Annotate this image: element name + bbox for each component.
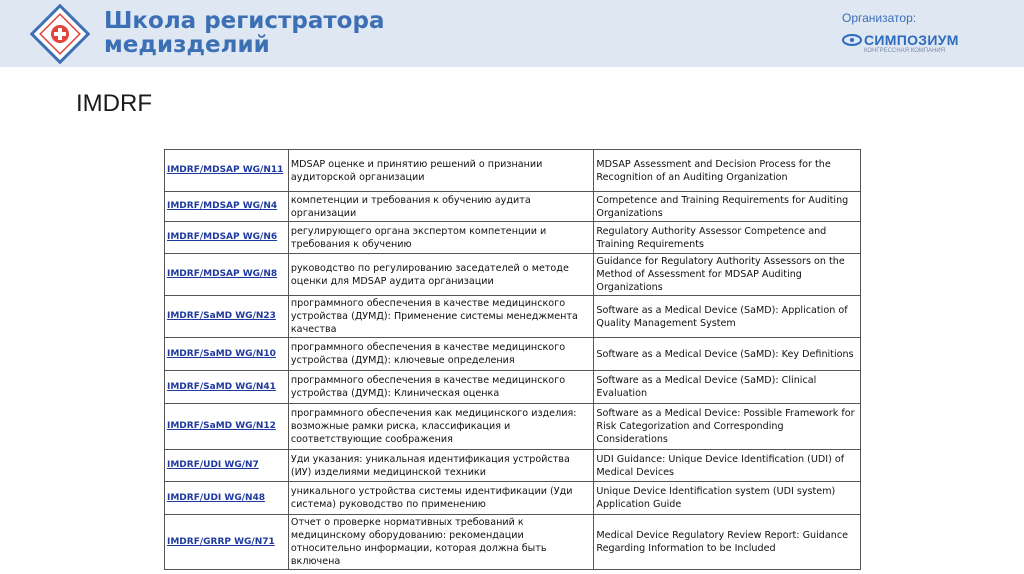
document-code-link[interactable]: IMDRF/GRRP WG/N71 bbox=[165, 515, 289, 570]
table-row bbox=[165, 450, 861, 482]
document-title-ru: уникального устройства системы идентификации (Уди система) руководство по применению bbox=[288, 482, 594, 515]
table-row bbox=[165, 254, 861, 296]
document-title-ru: компетенции и требования к обучению аудита организации bbox=[288, 192, 594, 222]
document-code-link[interactable]: IMDRF/MDSAP WG/N4 bbox=[165, 192, 289, 222]
table-row bbox=[165, 150, 861, 192]
brand-title bbox=[104, 9, 384, 57]
organizer-label: Организатор: bbox=[842, 11, 917, 25]
documents-table bbox=[164, 149, 861, 570]
document-title-en: Software as a Medical Device (SaMD): Key Definitions bbox=[594, 338, 861, 371]
document-code-link[interactable]: IMDRF/MDSAP WG/N11 bbox=[165, 150, 289, 192]
document-title-ru: регулирующего органа экспертом компетенции и требования к обучению bbox=[288, 222, 594, 254]
table-row bbox=[165, 404, 861, 450]
document-title-en: Software as a Medical Device: Possible Framework for Risk Categorization and Corresponding Considerations bbox=[594, 404, 861, 450]
document-title-ru: программного обеспечения в качестве медицинского устройства (ДУМД): Применение системы менеджмента качества bbox=[288, 296, 594, 338]
symposium-mark-icon bbox=[842, 34, 862, 46]
document-code-link[interactable]: IMDRF/SaMD WG/N41 bbox=[165, 371, 289, 404]
document-code-link[interactable]: IMDRF/MDSAP WG/N8 bbox=[165, 254, 289, 296]
document-code-link[interactable]: IMDRF/SaMD WG/N23 bbox=[165, 296, 289, 338]
document-code-link[interactable]: IMDRF/MDSAP WG/N6 bbox=[165, 222, 289, 254]
organizer-name: СИМПОЗИУМ bbox=[864, 32, 959, 48]
table-row bbox=[165, 296, 861, 338]
brand-line-2: медизделий bbox=[104, 32, 270, 58]
document-title-en: UDI Guidance: Unique Device Identification (UDI) of Medical Devices bbox=[594, 450, 861, 482]
document-title-ru: программного обеспечения в качестве медицинского устройства (ДУМД): Клиническая оценка bbox=[288, 371, 594, 404]
medical-cross-logo-icon bbox=[30, 4, 90, 64]
document-title-ru: руководство по регулированию заседателей о методе оценки для MDSAP аудита организации bbox=[288, 254, 594, 296]
table-row bbox=[165, 192, 861, 222]
document-title-en: MDSAP Assessment and Decision Process for the Recognition of an Auditing Organization bbox=[594, 150, 861, 192]
organizer-subtitle: КОНГРЕССНАЯ КОМПАНИЯ bbox=[864, 48, 946, 54]
document-title-en: Medical Device Regulatory Review Report: Guidance Regarding Information to be Included bbox=[594, 515, 861, 570]
document-title-en: Software as a Medical Device (SaMD): Clinical Evaluation bbox=[594, 371, 861, 404]
document-title-en: Guidance for Regulatory Authority Assessors on the Method of Assessment for MDSAP Auditing Organizations bbox=[594, 254, 861, 296]
page-title: IMDRF bbox=[76, 90, 152, 117]
table-row bbox=[165, 515, 861, 570]
document-title-ru: программного обеспечения в качестве медицинского устройства (ДУМД): ключевые определения bbox=[288, 338, 594, 371]
document-title-en: Competence and Training Requirements for Auditing Organizations bbox=[594, 192, 861, 222]
brand-line-1: Школа регистратора bbox=[104, 8, 385, 34]
table-row bbox=[165, 371, 861, 404]
header-banner bbox=[0, 0, 1024, 67]
table-row bbox=[165, 222, 861, 254]
document-title-en: Unique Device Identification system (UDI system) Application Guide bbox=[594, 482, 861, 515]
document-code-link[interactable]: IMDRF/SaMD WG/N12 bbox=[165, 404, 289, 450]
document-code-link[interactable]: IMDRF/UDI WG/N48 bbox=[165, 482, 289, 515]
document-title-ru: MDSAP оценке и принятию решений о признании аудиторской организации bbox=[288, 150, 594, 192]
document-title-en: Software as a Medical Device (SaMD): Application of Quality Management System bbox=[594, 296, 861, 338]
document-title-ru: Уди указания: уникальная идентификация устройства (ИУ) изделиями медицинской техники bbox=[288, 450, 594, 482]
table-row bbox=[165, 338, 861, 371]
document-code-link[interactable]: IMDRF/UDI WG/N7 bbox=[165, 450, 289, 482]
document-title-ru: Отчет о проверке нормативных требований к медицинскому оборудованию: рекомендации относительно информации, которая должна быть включена bbox=[288, 515, 594, 570]
table-row bbox=[165, 482, 861, 515]
document-title-en: Regulatory Authority Assessor Competence and Training Requirements bbox=[594, 222, 861, 254]
document-title-ru: программного обеспечения как медицинского изделия: возможные рамки риска, классификация и соответствующие соображения bbox=[288, 404, 594, 450]
document-code-link[interactable]: IMDRF/SaMD WG/N10 bbox=[165, 338, 289, 371]
